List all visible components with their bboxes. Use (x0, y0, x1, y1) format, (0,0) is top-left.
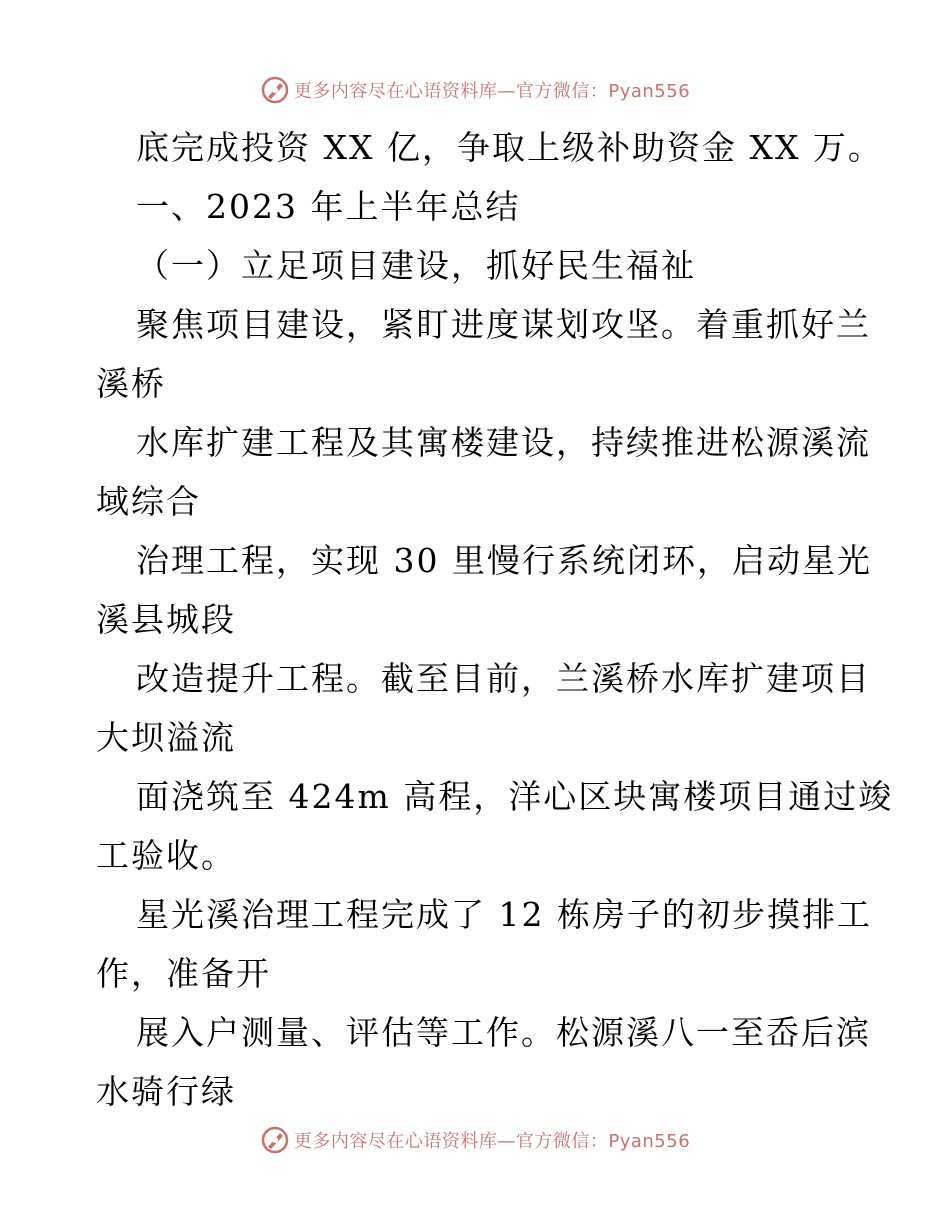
paragraph-line: 溪桥 (96, 364, 166, 403)
paragraph-line: 治理工程，实现 30 里慢行系统闭环，启动星光 (136, 541, 872, 580)
paragraph-line: 水库扩建工程及其寓楼建设，持续推进松源溪流 (136, 423, 871, 462)
document-body (96, 118, 894, 1121)
paragraph-line: 域综合 (96, 482, 201, 521)
subsection-heading: （一）立足项目建设，抓好民生福祉 (136, 246, 696, 285)
paragraph-line: 溪县城段 (96, 600, 236, 639)
paragraph-line: 作，准备开 (96, 954, 271, 993)
pen-logo-icon (260, 75, 290, 105)
paragraph-line: 展入户测量、评估等工作。松源溪八一至岙后滨 (136, 1013, 871, 1052)
pen-logo-icon (260, 1125, 290, 1155)
watermark-text: 更多内容尽在心语资料库—官方微信：Pyan556 (293, 81, 691, 102)
watermark-footer (0, 1120, 950, 1160)
paragraph-line: 工验收。 (96, 836, 236, 875)
watermark-header (0, 70, 950, 110)
watermark-text: 更多内容尽在心语资料库—官方微信：Pyan556 (293, 1131, 691, 1152)
paragraph-line: 底完成投资 XX 亿，争取上级补助资金 XX 万。 (136, 128, 883, 167)
paragraph-line: 水骑行绿 (96, 1072, 236, 1111)
paragraph-line: 星光溪治理工程完成了 12 栋房子的初步摸排工 (136, 895, 872, 934)
paragraph-line: 面浇筑至 424m 高程，洋心区块寓楼项目通过竣 (136, 777, 894, 816)
paragraph-line: 聚焦项目建设，紧盯进度谋划攻坚。着重抓好兰 (136, 305, 871, 344)
paragraph-line: 改造提升工程。截至目前，兰溪桥水库扩建项目 (136, 659, 871, 698)
section-heading: 一、2023 年上半年总结 (136, 187, 521, 226)
paragraph-line: 大坝溢流 (96, 718, 236, 757)
